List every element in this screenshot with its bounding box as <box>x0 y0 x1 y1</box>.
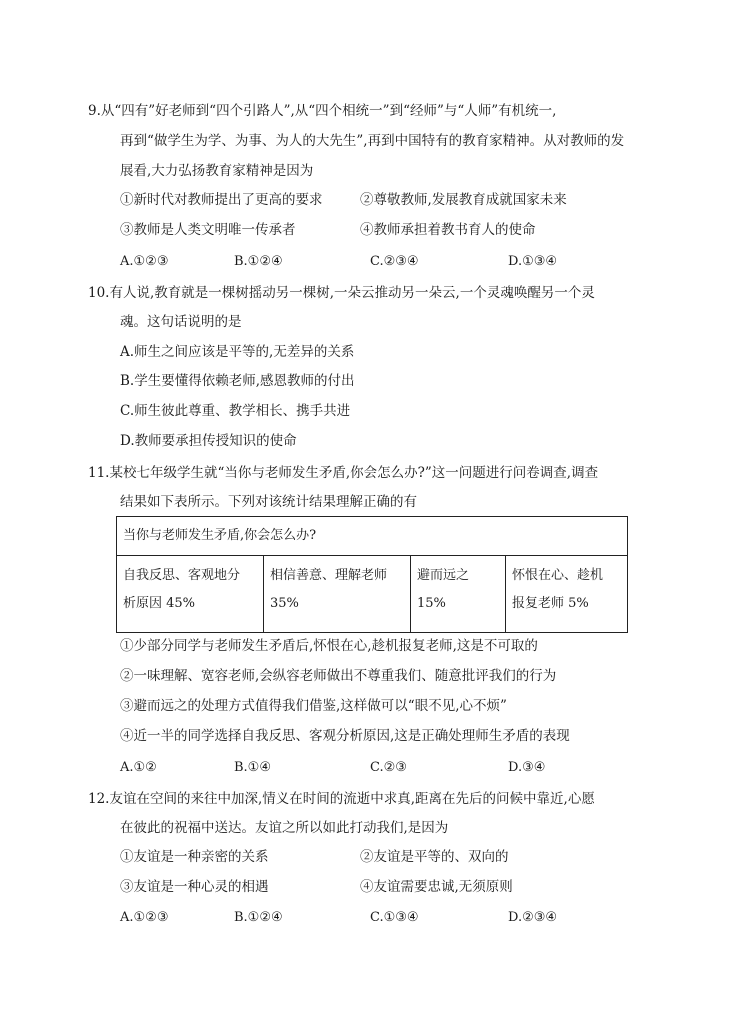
q10-option-d: D.教师要承担传授知识的使命 <box>120 433 297 449</box>
survey-cell-revenge: 怀恨在心、趁机 报复老师 5% <box>506 556 628 633</box>
q11-option-1: ①少部分同学与老师发生矛盾后,怀恨在心,趁机报复老师,这是不可取的 <box>120 638 538 654</box>
q12-option-3: ③友谊是一种心灵的相遇 <box>120 879 269 895</box>
survey-cell-understand: 相信善意、理解老师 35% <box>264 556 411 633</box>
q12-choice-c: C.①③④ <box>370 910 419 925</box>
q11-choice-a: A.①② <box>120 760 157 775</box>
q9-stem-line2: 再到“做学生为学、为事、为人的大先生”,再到中国特有的教育家精神。从对教师的发 <box>120 133 625 149</box>
survey-cell-reflect: 自我反思、客观地分 析原因 45% <box>117 556 264 633</box>
survey-cell-avoid: 避而远之 15% <box>411 556 506 633</box>
q10-stem-line1: 10.有人说,教育就是一棵树摇动另一棵树,一朵云推动另一朵云,一个灵魂唤醒另一个灵 <box>88 285 595 301</box>
q9-stem-line1: 9.从“四有”好老师到“四个引路人”,从“四个相统一”到“经师”与“人师”有机统一, <box>88 103 557 119</box>
q12-choice-b: B.①②④ <box>234 910 283 925</box>
q9-option-3: ③教师是人类文明唯一传承者 <box>120 222 296 238</box>
q12-option-1: ①友谊是一种亲密的关系 <box>120 849 269 865</box>
q10-option-c: C.师生彼此尊重、教学相长、携手共进 <box>120 403 351 419</box>
q12-stem-line2: 在彼此的祝福中送达。友谊之所以如此打动我们,是因为 <box>120 820 449 836</box>
q11-choice-d: D.③④ <box>508 760 546 775</box>
q9-choice-b: B.①②④ <box>234 254 283 269</box>
q11-option-4: ④近一半的同学选择自我反思、客观分析原因,这是正确处理师生矛盾的表现 <box>120 728 570 744</box>
q11-choice-b: B.①④ <box>234 760 271 775</box>
q9-option-2: ②尊敬教师,发展教育成就国家未来 <box>360 192 567 208</box>
q11-option-2: ②一味理解、宽容老师,会纵容老师做出不尊重我们、随意批评我们的行为 <box>120 668 557 684</box>
q10-stem-line2: 魂。这句话说明的是 <box>120 314 242 330</box>
q11-stem-line1: 11.某校七年级学生就“当你与老师发生矛盾,你会怎么办?”这一问题进行问卷调查,调查 <box>88 465 599 481</box>
q12-choice-a: A.①②③ <box>120 910 169 925</box>
q11-choice-c: C.②③ <box>370 760 407 775</box>
q10-option-b: B.学生要懂得依赖老师,感恩教师的付出 <box>120 373 355 389</box>
q11-option-3: ③避而远之的处理方式值得我们借鉴,这样做可以“眼不见,心不烦” <box>120 698 507 714</box>
survey-table <box>116 516 628 633</box>
q9-option-1: ①新时代对教师提出了更高的要求 <box>120 192 323 208</box>
survey-table-header: 当你与老师发生矛盾,你会怎么办? <box>117 517 628 556</box>
q9-choice-d: D.①③④ <box>508 254 558 269</box>
q12-option-4: ④友谊需要忠诚,无须原则 <box>360 879 513 895</box>
q9-choice-a: A.①②③ <box>120 254 169 269</box>
q10-option-a: A.师生之间应该是平等的,无差异的关系 <box>120 344 355 360</box>
q12-choice-d: D.②③④ <box>508 910 558 925</box>
q11-stem-line2: 结果如下表所示。下列对该统计结果理解正确的有 <box>120 494 417 510</box>
q9-option-4: ④教师承担着教书育人的使命 <box>360 222 536 238</box>
q12-stem-line1: 12.友谊在空间的来往中加深,情义在时间的流逝中求真,距离在先后的问候中靠近,心愿 <box>88 791 595 807</box>
q9-stem-line3: 展看,大力弘扬教育家精神是因为 <box>120 163 314 179</box>
q12-option-2: ②友谊是平等的、双向的 <box>360 849 509 865</box>
q9-choice-c: C.②③④ <box>370 254 419 269</box>
